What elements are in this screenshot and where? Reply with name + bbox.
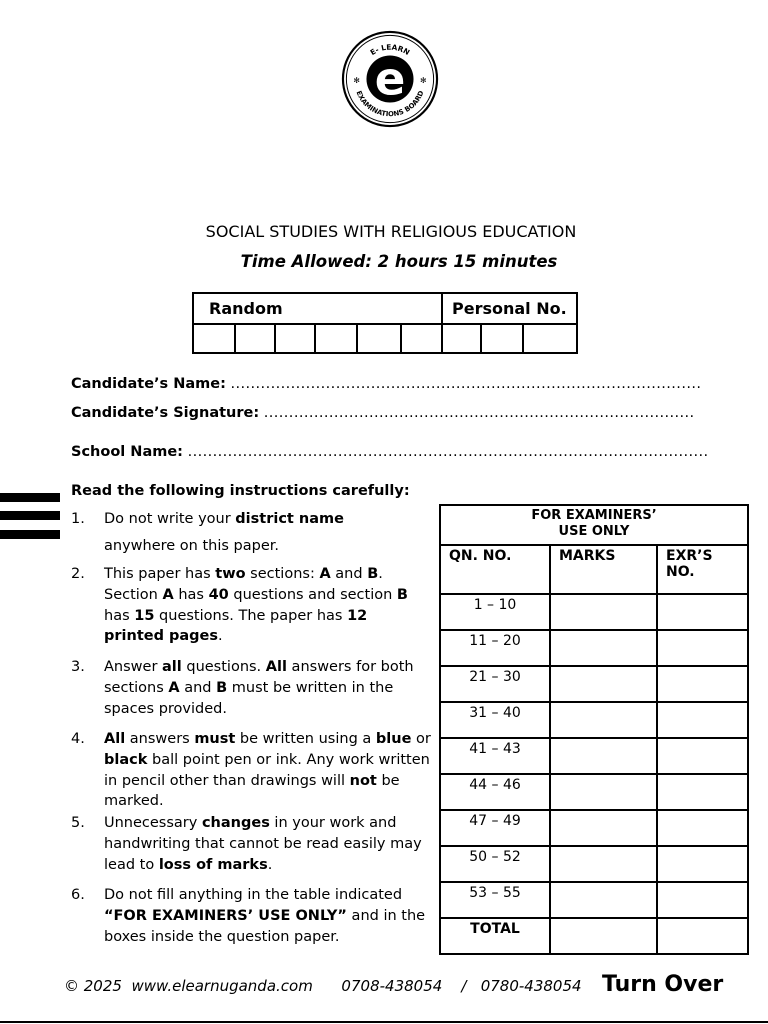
- col-header-qn-no: QN. NO.: [440, 545, 550, 594]
- margin-bar: [0, 493, 60, 502]
- candidate-signature-line[interactable]: ......................................................................................: [263, 405, 695, 421]
- total-exr-cell: [657, 918, 748, 954]
- table-row: 47 – 49: [440, 810, 748, 846]
- candidate-signature-label: Candidate’s Signature:: [71, 405, 260, 421]
- table-row: 1 – 10: [440, 594, 748, 630]
- margin-bar: [0, 530, 60, 539]
- candidate-name-line[interactable]: ..............................................................................................: [230, 376, 702, 392]
- svg-text:✻: ✻: [420, 75, 427, 85]
- exr-cell: [657, 630, 748, 666]
- total-marks-cell: [550, 918, 657, 954]
- marks-cell: [550, 846, 657, 882]
- exr-cell: [657, 702, 748, 738]
- instructions-title: Read the following instructions carefully:: [71, 483, 410, 499]
- number-cell-divider: [400, 323, 402, 352]
- table-row: 11 – 20: [440, 630, 748, 666]
- table-row: 41 – 43: [440, 738, 748, 774]
- marks-cell: [550, 882, 657, 918]
- number-cell-divider: [356, 323, 358, 352]
- logo-letter: e: [374, 52, 406, 106]
- logo-bottom-text: EXAMINATIONS BOARD: [354, 89, 426, 119]
- bottom-rule: [0, 1021, 768, 1023]
- random-label: Random: [209, 299, 283, 318]
- personal-no-label: Personal No.: [452, 299, 567, 318]
- turn-over-label: Turn Over: [602, 972, 724, 997]
- total-row: [440, 918, 748, 954]
- table-row: 21 – 30: [440, 666, 748, 702]
- number-cell-divider: [314, 323, 316, 352]
- col-header-marks: MARKS: [550, 545, 657, 594]
- table-row: 53 – 55: [440, 882, 748, 918]
- school-name-label: School Name:: [71, 444, 183, 460]
- number-cell-divider: [234, 323, 236, 352]
- exr-cell: [657, 666, 748, 702]
- examiners-use-table: [439, 504, 749, 955]
- marks-cell: [550, 702, 657, 738]
- table-row: 44 – 46: [440, 774, 748, 810]
- marks-cell: [550, 810, 657, 846]
- candidate-name-field[interactable]: [71, 376, 719, 392]
- school-name-field[interactable]: [71, 444, 717, 460]
- subject-title: SOCIAL STUDIES WITH RELIGIOUS EDUCATION: [205, 222, 577, 241]
- table-row: 31 – 40: [440, 702, 748, 738]
- candidate-number-box: [192, 292, 578, 354]
- col-header-exr-no: EXR’S NO.: [657, 545, 748, 594]
- time-allowed: Time Allowed: 2 hours 15 minutes: [240, 252, 558, 271]
- exr-cell: [657, 882, 748, 918]
- marks-cell: [550, 630, 657, 666]
- marks-cell: [550, 774, 657, 810]
- exr-cell: [657, 738, 748, 774]
- examiners-table-title: FOR EXAMINERS’ USE ONLY: [440, 505, 748, 545]
- exr-cell: [657, 774, 748, 810]
- marks-cell: [550, 594, 657, 630]
- margin-bar: [0, 511, 60, 520]
- number-cell-divider: [480, 323, 482, 352]
- total-label: TOTAL: [440, 918, 550, 954]
- svg-text:✻: ✻: [353, 75, 360, 85]
- number-cell-divider: [522, 323, 524, 352]
- exr-cell: [657, 810, 748, 846]
- footer-contact: © 2025 www.elearnuganda.com 0708-438054 / 0780-438054: [64, 977, 582, 995]
- examinations-board-logo: [341, 30, 439, 128]
- table-row: 50 – 52: [440, 846, 748, 882]
- exr-cell: [657, 594, 748, 630]
- number-cell-divider: [274, 323, 276, 352]
- marks-cell: [550, 738, 657, 774]
- marks-cell: [550, 666, 657, 702]
- logo-top-text: E- LEARN: [368, 42, 412, 58]
- candidate-name-label: Candidate’s Name:: [71, 376, 226, 392]
- candidate-signature-field[interactable]: [71, 405, 719, 421]
- school-name-line[interactable]: ........................................................................................................: [187, 444, 709, 460]
- exr-cell: [657, 846, 748, 882]
